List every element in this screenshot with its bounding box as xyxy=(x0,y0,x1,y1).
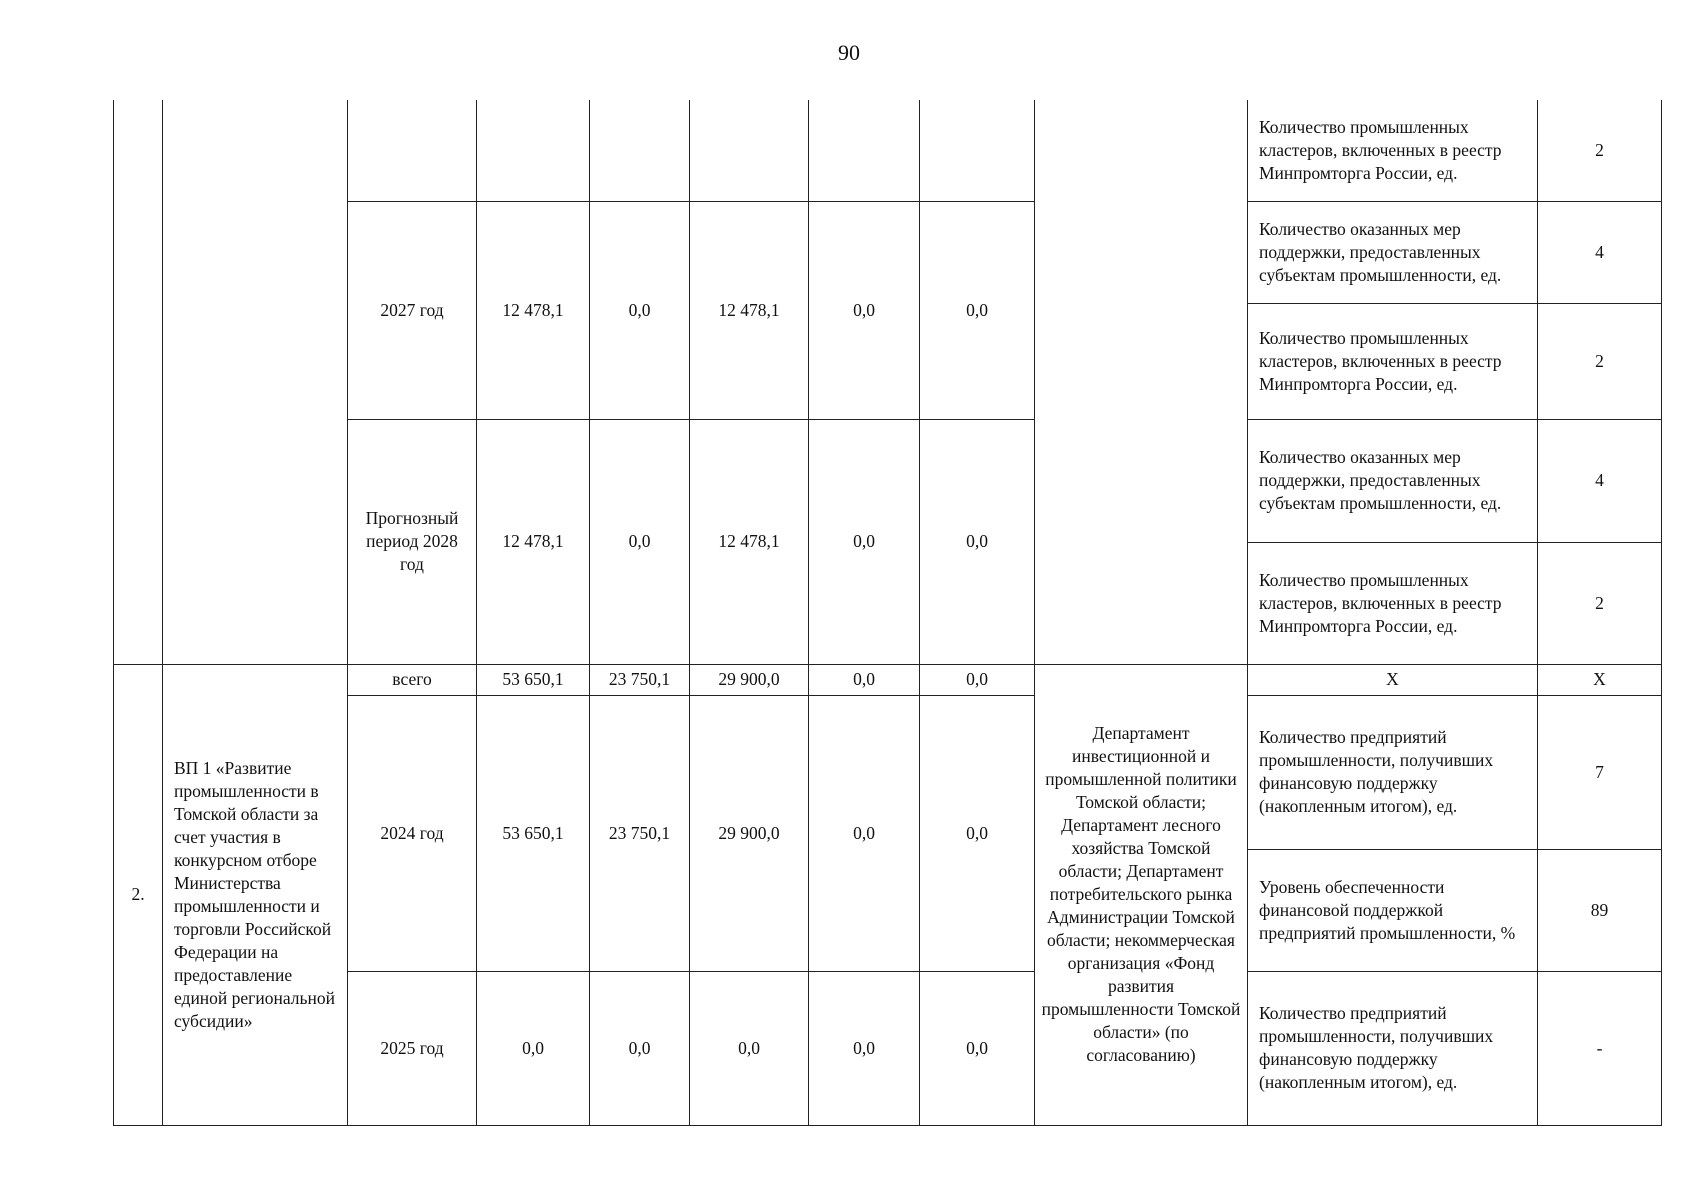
regional-cell: 12 478,1 xyxy=(690,419,809,664)
local-cell: 0,0 xyxy=(809,664,920,695)
program-name-cell: ВП 1 «Развитие промышленности в Томской области за счет участия в конкурсном отборе Министерства промышленности и торговли Российской Федерации на предоставление единой региональной субсидии» xyxy=(163,664,348,1125)
federal-cell: 23 750,1 xyxy=(590,664,690,695)
local-cell: 0,0 xyxy=(809,201,920,419)
local-cell: 0,0 xyxy=(809,971,920,1125)
local-cell xyxy=(809,100,920,201)
regional-cell: 29 900,0 xyxy=(690,664,809,695)
regional-cell xyxy=(690,100,809,201)
total-cell: 12 478,1 xyxy=(477,201,590,419)
regional-cell: 0,0 xyxy=(690,971,809,1125)
regional-cell: 12 478,1 xyxy=(690,201,809,419)
extra-cell: 0,0 xyxy=(920,201,1035,419)
indicator-name: Количество промышленных кластеров, включенных в реестр Минпромторга России, ед. xyxy=(1248,542,1538,664)
extra-cell xyxy=(920,100,1035,201)
indicator-value: - xyxy=(1538,971,1662,1125)
federal-cell: 23 750,1 xyxy=(590,695,690,971)
extra-cell: 0,0 xyxy=(920,419,1035,664)
period-cell xyxy=(348,100,477,201)
indicator-value: X xyxy=(1538,664,1662,695)
federal-cell xyxy=(590,100,690,201)
federal-cell: 0,0 xyxy=(590,419,690,664)
period-cell: Прогнозный период 2028 год xyxy=(348,419,477,664)
indicator-value: 2 xyxy=(1538,303,1662,419)
indicator-name: Уровень обеспеченности финансовой поддержкой предприятий промышленности, % xyxy=(1248,849,1538,971)
indicator-value: 7 xyxy=(1538,695,1662,849)
total-cell: 53 650,1 xyxy=(477,664,590,695)
total-cell: 53 650,1 xyxy=(477,695,590,971)
indicator-name: X xyxy=(1248,664,1538,695)
local-cell: 0,0 xyxy=(809,695,920,971)
period-cell: всего xyxy=(348,664,477,695)
regional-cell: 29 900,0 xyxy=(690,695,809,971)
row-index-cell xyxy=(114,100,163,664)
period-cell: 2027 год xyxy=(348,201,477,419)
indicator-name: Количество предприятий промышленности, получивших финансовую поддержку (накопленным итогом), ед. xyxy=(1248,695,1538,849)
indicator-name: Количество промышленных кластеров, включенных в реестр Минпромторга России, ед. xyxy=(1248,303,1538,419)
page-number: 90 xyxy=(838,40,860,65)
program-table xyxy=(113,100,1662,1126)
period-cell: 2025 год xyxy=(348,971,477,1125)
total-cell xyxy=(477,100,590,201)
extra-cell: 0,0 xyxy=(920,695,1035,971)
federal-cell: 0,0 xyxy=(590,201,690,419)
extra-cell: 0,0 xyxy=(920,664,1035,695)
executor-cell: Департамент инвестиционной и промышленной политики Томской области; Департамент лесного хозяйства Томской области; Департамент потребительского рынка Администрации Томской области; некоммерческая организация «Фонд развития промышленности Томской области» (по согласованию) xyxy=(1035,664,1248,1125)
indicator-name: Количество промышленных кластеров, включенных в реестр Минпромторга России, ед. xyxy=(1248,100,1538,201)
indicator-value: 2 xyxy=(1538,100,1662,201)
row-index-cell: 2. xyxy=(114,664,163,1125)
indicator-value: 89 xyxy=(1538,849,1662,971)
local-cell: 0,0 xyxy=(809,419,920,664)
indicator-value: 2 xyxy=(1538,542,1662,664)
total-cell: 12 478,1 xyxy=(477,419,590,664)
table-row xyxy=(114,100,1662,201)
extra-cell: 0,0 xyxy=(920,971,1035,1125)
table-row xyxy=(114,664,1662,695)
federal-cell: 0,0 xyxy=(590,971,690,1125)
period-cell: 2024 год xyxy=(348,695,477,971)
program-name-cell xyxy=(163,100,348,664)
indicator-name: Количество предприятий промышленности, получивших финансовую поддержку (накопленным итогом), ед. xyxy=(1248,971,1538,1125)
indicator-name: Количество оказанных мер поддержки, предоставленных субъектам промышленности, ед. xyxy=(1248,201,1538,303)
indicator-value: 4 xyxy=(1538,419,1662,542)
total-cell: 0,0 xyxy=(477,971,590,1125)
executor-cell xyxy=(1035,100,1248,664)
indicator-value: 4 xyxy=(1538,201,1662,303)
indicator-name: Количество оказанных мер поддержки, предоставленных субъектам промышленности, ед. xyxy=(1248,419,1538,542)
